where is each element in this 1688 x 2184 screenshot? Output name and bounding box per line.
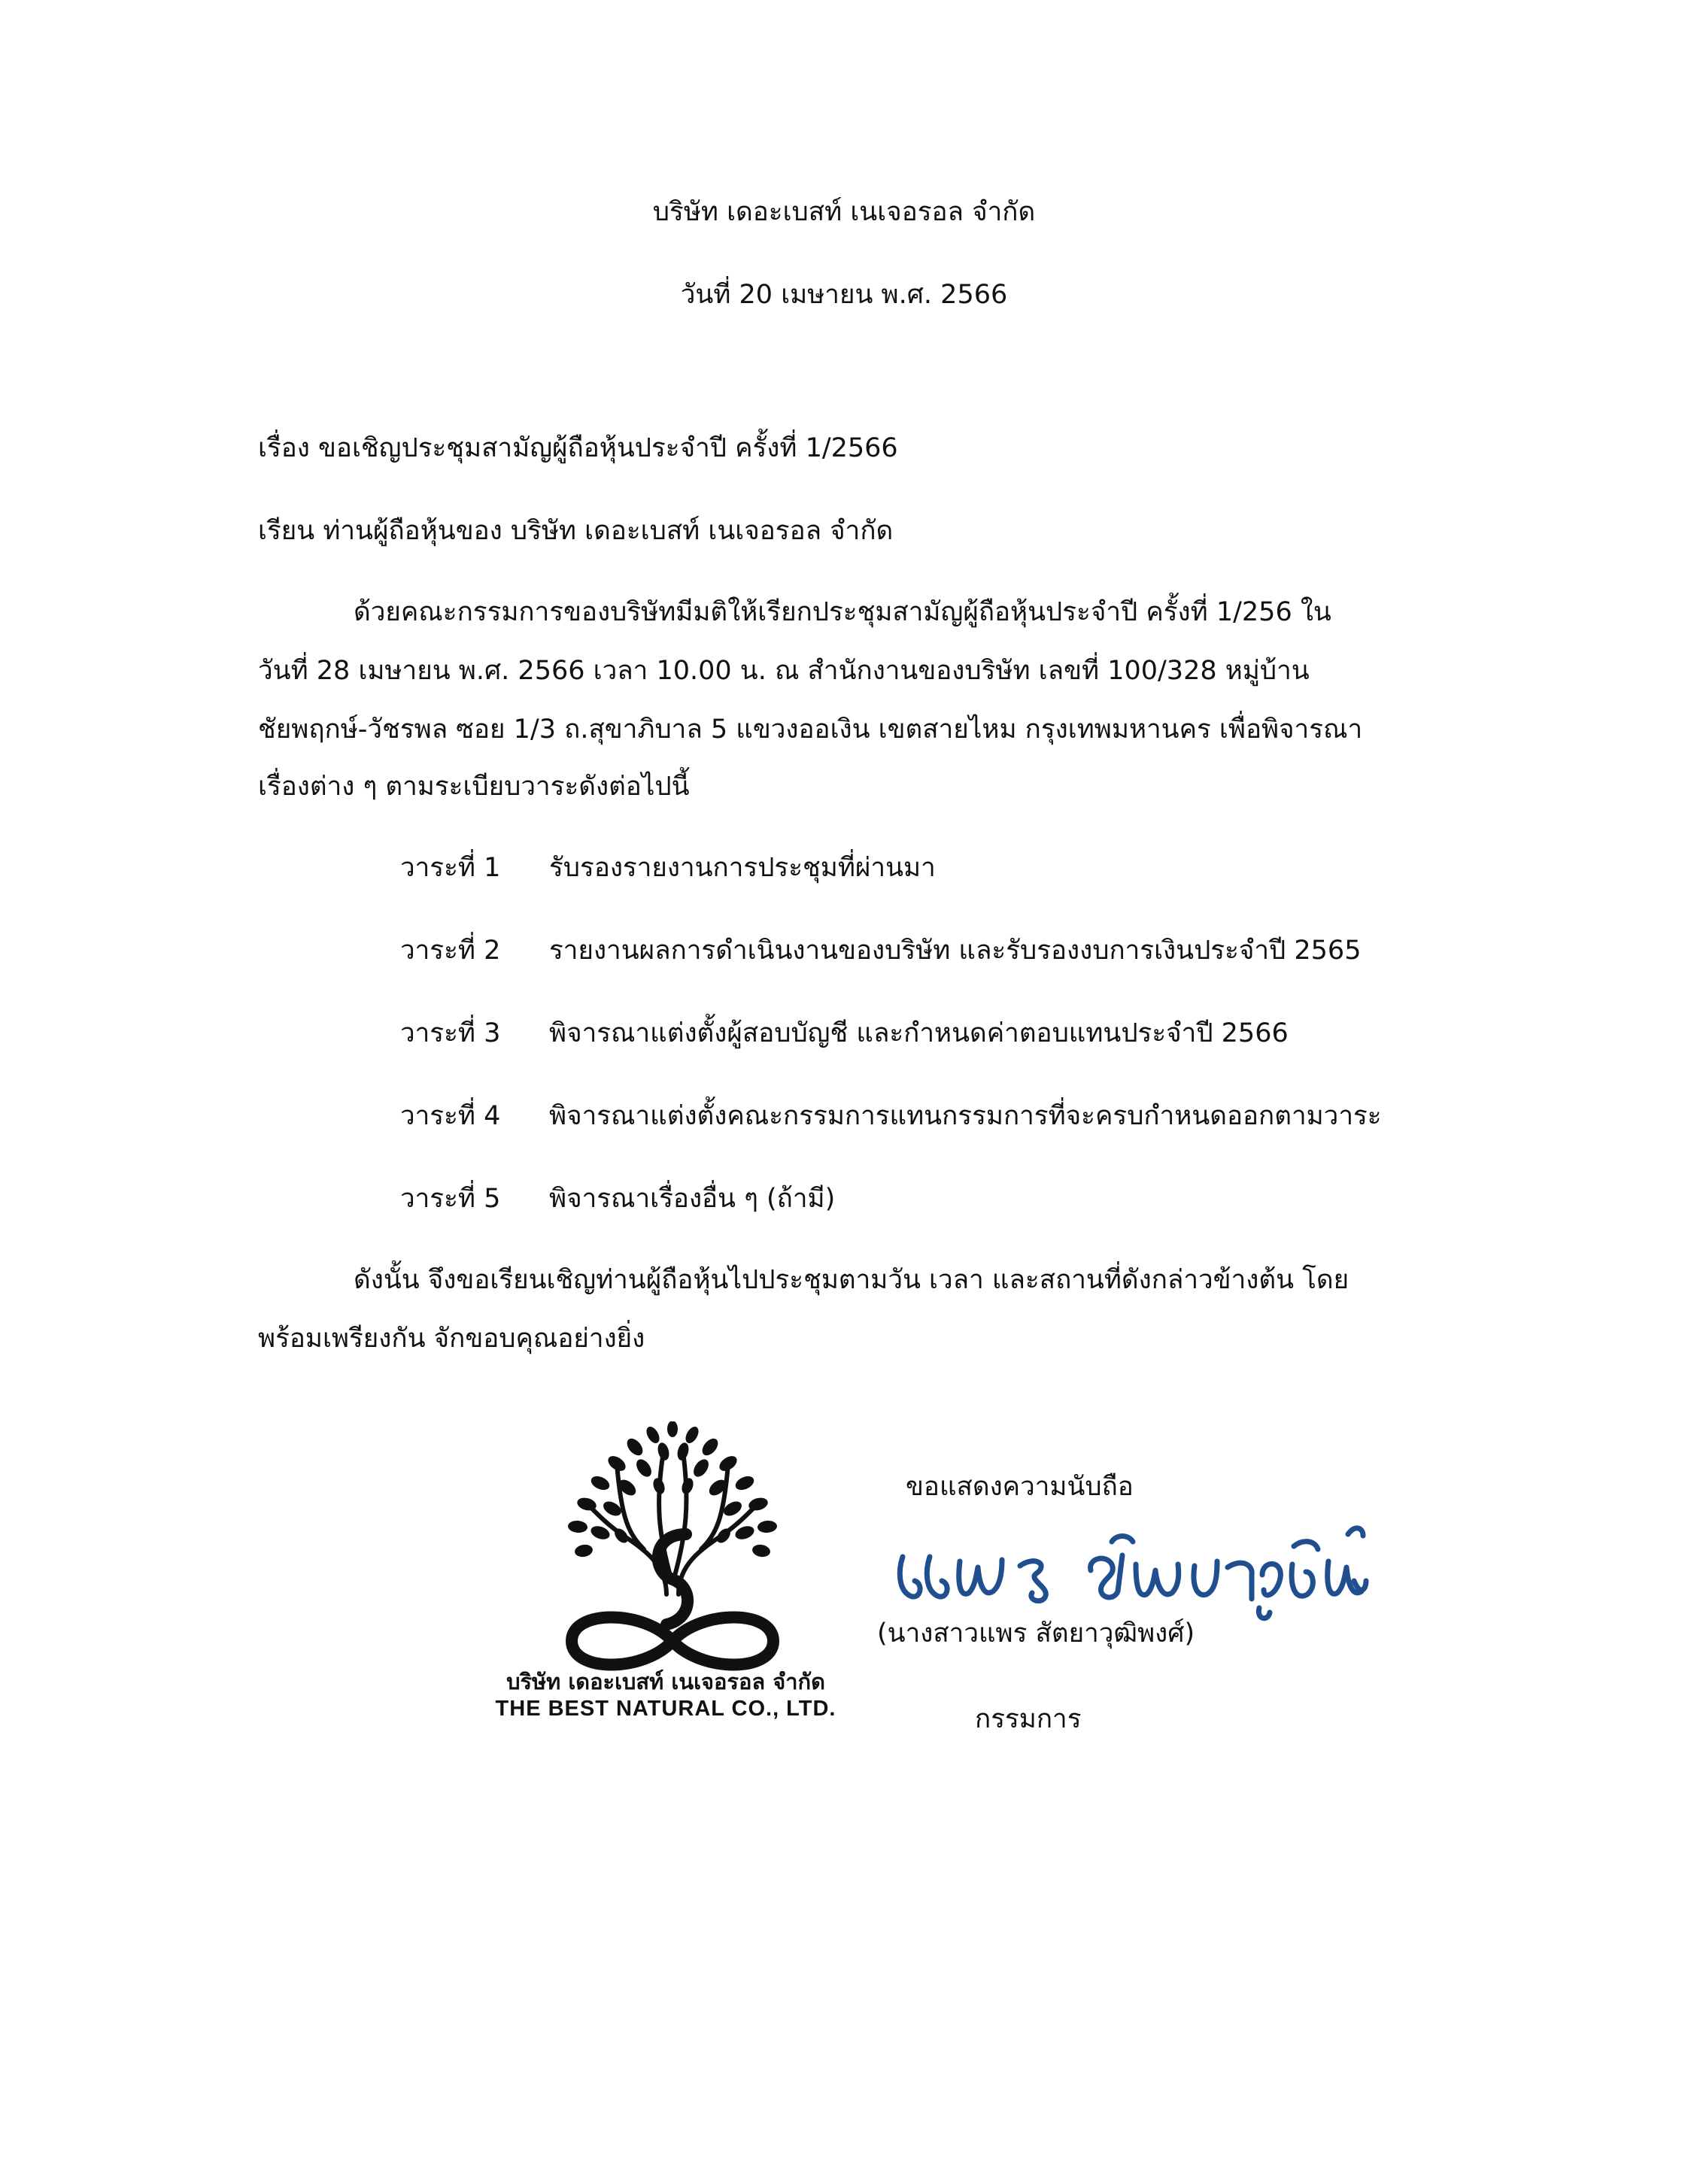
- intro-line: วันที่ 28 เมษายน พ.ศ. 2566 เวลา 10.00 น. ณ สำนักงานของบริษัท เลขที่ 100/328 หมู่บ้าน: [258, 656, 1310, 686]
- salutation-line: เรียน ท่านผู้ถือหุ้นของ บริษัท เดอะเบสท์ เนเจอรอล จำกัด: [258, 516, 894, 546]
- agenda-number: วาระที่ 2: [400, 936, 501, 966]
- agenda-text: รายงานผลการดำเนินงานของบริษัท และรับรองงบการเงินประจำปี 2565: [549, 936, 1362, 966]
- agenda-number: วาระที่ 3: [400, 1018, 501, 1048]
- signature-image: [888, 1512, 1369, 1624]
- regards-text: ขอแสดงความนับถือ: [906, 1472, 1134, 1502]
- intro-line: เรื่องต่าง ๆ ตามระเบียบวาระดังต่อไปนี้: [258, 772, 690, 802]
- subject-line: เรื่อง ขอเชิญประชุมสามัญผู้ถือหุ้นประจำปี ครั้งที่ 1/2566: [258, 433, 898, 463]
- agenda-text: พิจารณาแต่งตั้งคณะกรรมการแทนกรรมการที่จะครบกำหนดออกตามวาระ: [549, 1101, 1382, 1131]
- header-company: บริษัท เดอะเบสท์ เนเจอรอล จำกัด: [652, 197, 1036, 227]
- signer-title: กรรมการ: [975, 1704, 1082, 1734]
- agenda-text: พิจารณาแต่งตั้งผู้สอบบัญชี และกำหนดค่าตอบแทนประจำปี 2566: [549, 1018, 1289, 1048]
- closing-line: พร้อมเพรียงกัน จักขอบคุณอย่างยิ่ง: [258, 1324, 645, 1354]
- logo-company-english: THE BEST NATURAL CO., LTD.: [495, 1697, 836, 1721]
- tree-logo-icon: [554, 1421, 791, 1674]
- agenda-text: รับรองรายงานการประชุมที่ผ่านมา: [549, 853, 936, 883]
- logo-company-thai: บริษัท เดอะเบสท์ เนเจอรอล จำกัด: [506, 1669, 825, 1694]
- header-date: วันที่ 20 เมษายน พ.ศ. 2566: [680, 280, 1008, 310]
- signer-name: (นางสาวแพร สัตยาวุฒิพงศ์): [877, 1618, 1195, 1649]
- agenda-number: วาระที่ 4: [400, 1101, 501, 1131]
- agenda-number: วาระที่ 1: [400, 853, 501, 883]
- closing-line: ดังนั้น จึงขอเรียนเชิญท่านผู้ถือหุ้นไปประชุมตามวัน เวลา และสถานที่ดังกล่าวข้างต้น โดย: [354, 1265, 1349, 1295]
- intro-line: ด้วยคณะกรรมการของบริษัทมีมติให้เรียกประชุมสามัญผู้ถือหุ้นประจำปี ครั้งที่ 1/256 ใน: [354, 597, 1331, 627]
- agenda-number: วาระที่ 5: [400, 1184, 501, 1214]
- intro-line: ชัยพฤกษ์-วัชรพล ซอย 1/3 ถ.สุขาภิบาล 5 แขวงออเงิน เขตสายไหม กรุงเทพมหานคร เพื่อพิจารณา: [258, 714, 1363, 745]
- agenda-text: พิจารณาเรื่องอื่น ๆ (ถ้ามี): [549, 1184, 836, 1214]
